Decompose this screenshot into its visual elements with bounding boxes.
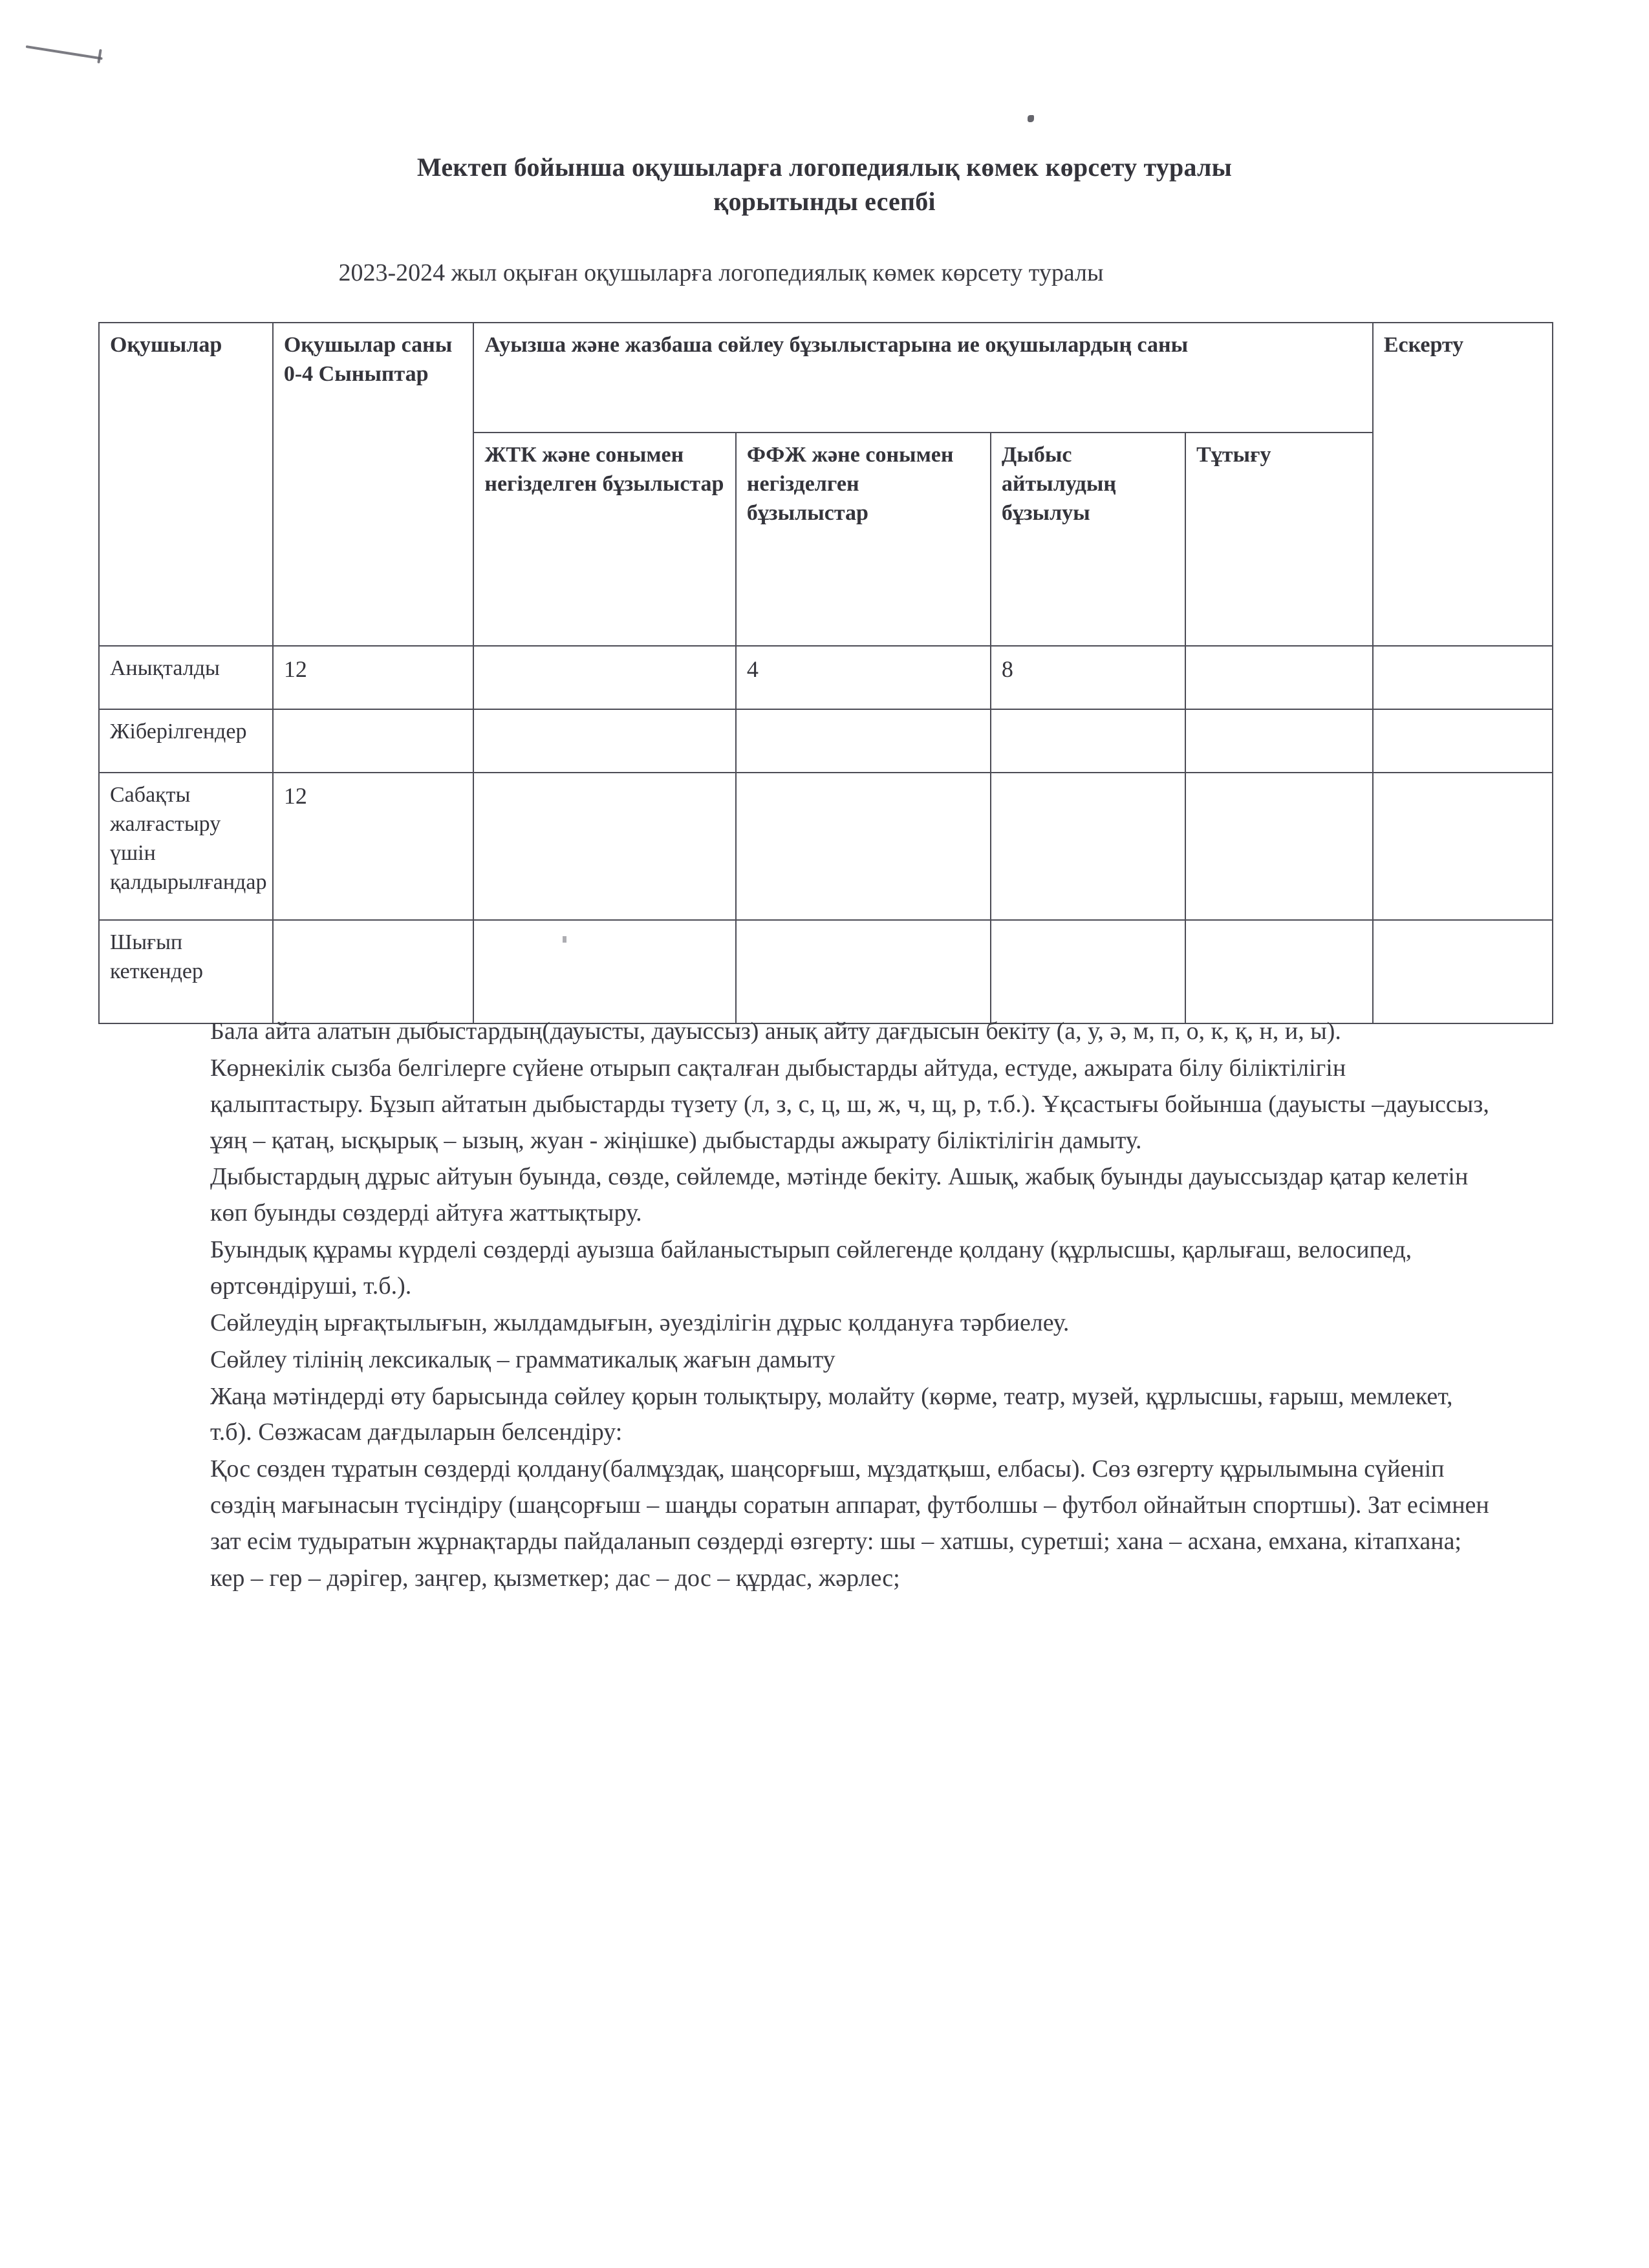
scan-speck-artifact-icon [1028,115,1034,122]
header-remark: Ескерту [1373,323,1553,646]
row-tutygu [1185,773,1373,920]
header-sub-dybys: Дыбыс айтылудың бұзылуы [991,433,1185,646]
row-zhtk [473,646,736,709]
paragraph: Бала айта алатын дыбыстардың(дауысты, дауыссыз) анық айту дағдысын бекіту (а, у, ә, м, п, о, к, қ, н, и, ы). [210,1018,1341,1045]
paragraph: кер – гер – дәрігер, заңгер, қызметкер; дас – дос – құрдас, жәрлес; [210,1564,900,1592]
page-title-line-1: Мектеп бойынша оқушыларға логопедиялық көмек көрсету туралы [416,153,1233,182]
table-header [99,323,1553,646]
paragraph: Буындық құрамы күрделі сөздерді ауызша байланыстырып сөйлегенде қолдану (құрлысшы, қарлығаш, велосипед, өртсөндіруші, т.б.). [210,1236,1412,1300]
paragraph: Сөйлеу тілінің лексикалық – грамматикалық жағын дамыту [210,1345,835,1373]
row-dybys [991,773,1185,920]
row-remark [1373,646,1553,709]
row-zhtk [473,773,736,920]
paragraph: Жаңа мәтіндерді өту барысында сөйлеу қорын толықтыру, молайту (көрме, театр, музей, құрлысшы, ғарыш, мемлекет, т.б). Сөзжасам дағдыларын белсендіру: [210,1382,1453,1446]
scan-pen-mark-icon [26,39,110,66]
table-body [99,646,1553,1023]
row-tutygu [1185,920,1373,1023]
row-label: Жіберілгендер [99,709,273,773]
paragraph: Сөйлеудің ырғақтылығын, жылдамдығын, әуезділігін дұрыс қолдануға тәрбиелеу. [210,1309,1070,1336]
row-ffzh [736,920,991,1023]
row-tutygu [1185,709,1373,773]
header-students: Оқушылар [99,323,273,646]
header-sub-ffzh: ФФЖ және сонымен негізделген бұзылыстар [736,433,991,646]
row-count [273,920,474,1023]
row-label: Сабақты жалғастыру үшін қалдырылғандар [99,773,273,920]
header-student-count-classes: Оқушылар саны 0-4 Сыныптар [273,323,474,646]
row-count [273,709,474,773]
table-row [99,709,1553,773]
page-subtitle: 2023-2024 жыл оқыған оқушыларға логопедиялық көмек көрсету туралы [338,259,1104,286]
paragraph: Дыбыстардың дұрыс айтуын буында, сөзде, сөйлемде, мәтінде бекіту. Ашық, жабық буынды дауыссыздар қатар келетін көп буынды сөздерді айтуға жаттықтыру. [210,1163,1469,1227]
row-label: Анықталды [99,646,273,709]
row-remark [1373,920,1553,1023]
table-header-row-top [99,323,1553,433]
page-title-line-2: қорытынды есепбі [713,187,936,217]
row-dybys: 8 [991,646,1185,709]
row-dybys [991,709,1185,773]
row-label: Шығып кеткендер [99,920,273,1023]
table-row [99,920,1553,1023]
row-ffzh [736,773,991,920]
table-row [99,646,1553,709]
row-count: 12 [273,646,474,709]
row-remark [1373,773,1553,920]
row-ffzh [736,709,991,773]
row-zhtk [473,920,736,1023]
paragraph: Көрнекілік сызба белгілерге сүйене отырып сақталған дыбыстарды айтуда, естуде, ажырата білу біліктілігін қалыптастыру. Бұзып айтатын дыбыстарды түзету (л, з, с, ц, ш, ж, ч, щ, р, т.б.). Ұқсастығы бойынша (дауысты –дауыссыз, ұяң – қатаң, ысқырық – ызың, жуан - жіңішке) дыбыстарды ажырату біліктілігін дамыту. [210,1054,1489,1154]
header-disorders-group: Ауызша және жазбаша сөйлеу бұзылыстарына ие оқушылардың саны [473,323,1373,433]
row-dybys [991,920,1185,1023]
table-row [99,773,1553,920]
body-text-block [210,1014,1491,1598]
row-ffzh: 4 [736,646,991,709]
row-tutygu [1185,646,1373,709]
paragraph: Қос сөзден тұратын сөздерді қолдану(балмұздақ, шаңсорғыш, мұздатқыш, елбасы). Сөз өзгерту құрылымына сүйеніп сөздің мағынасын түсіндіру (шаңсорғыш – шаңды соратын аппарат, футболшы – футбол ойнайтын спортшы). Зат есімнен зат есім тудыратын жұрнақтарды пайдаланып сөздерді өзгерту: шы – хатшы, суретші; хана – асхана, емхана, кітапхана; [210,1455,1489,1556]
header-sub-tutygu: Тұтығу [1185,433,1373,646]
header-sub-zhtk: ЖТК және сонымен негізделген бұзылыстар [473,433,736,646]
row-count: 12 [273,773,474,920]
row-zhtk [473,709,736,773]
logopedic-report-table [98,322,1553,1024]
page-title [213,150,1436,219]
row-remark [1373,709,1553,773]
